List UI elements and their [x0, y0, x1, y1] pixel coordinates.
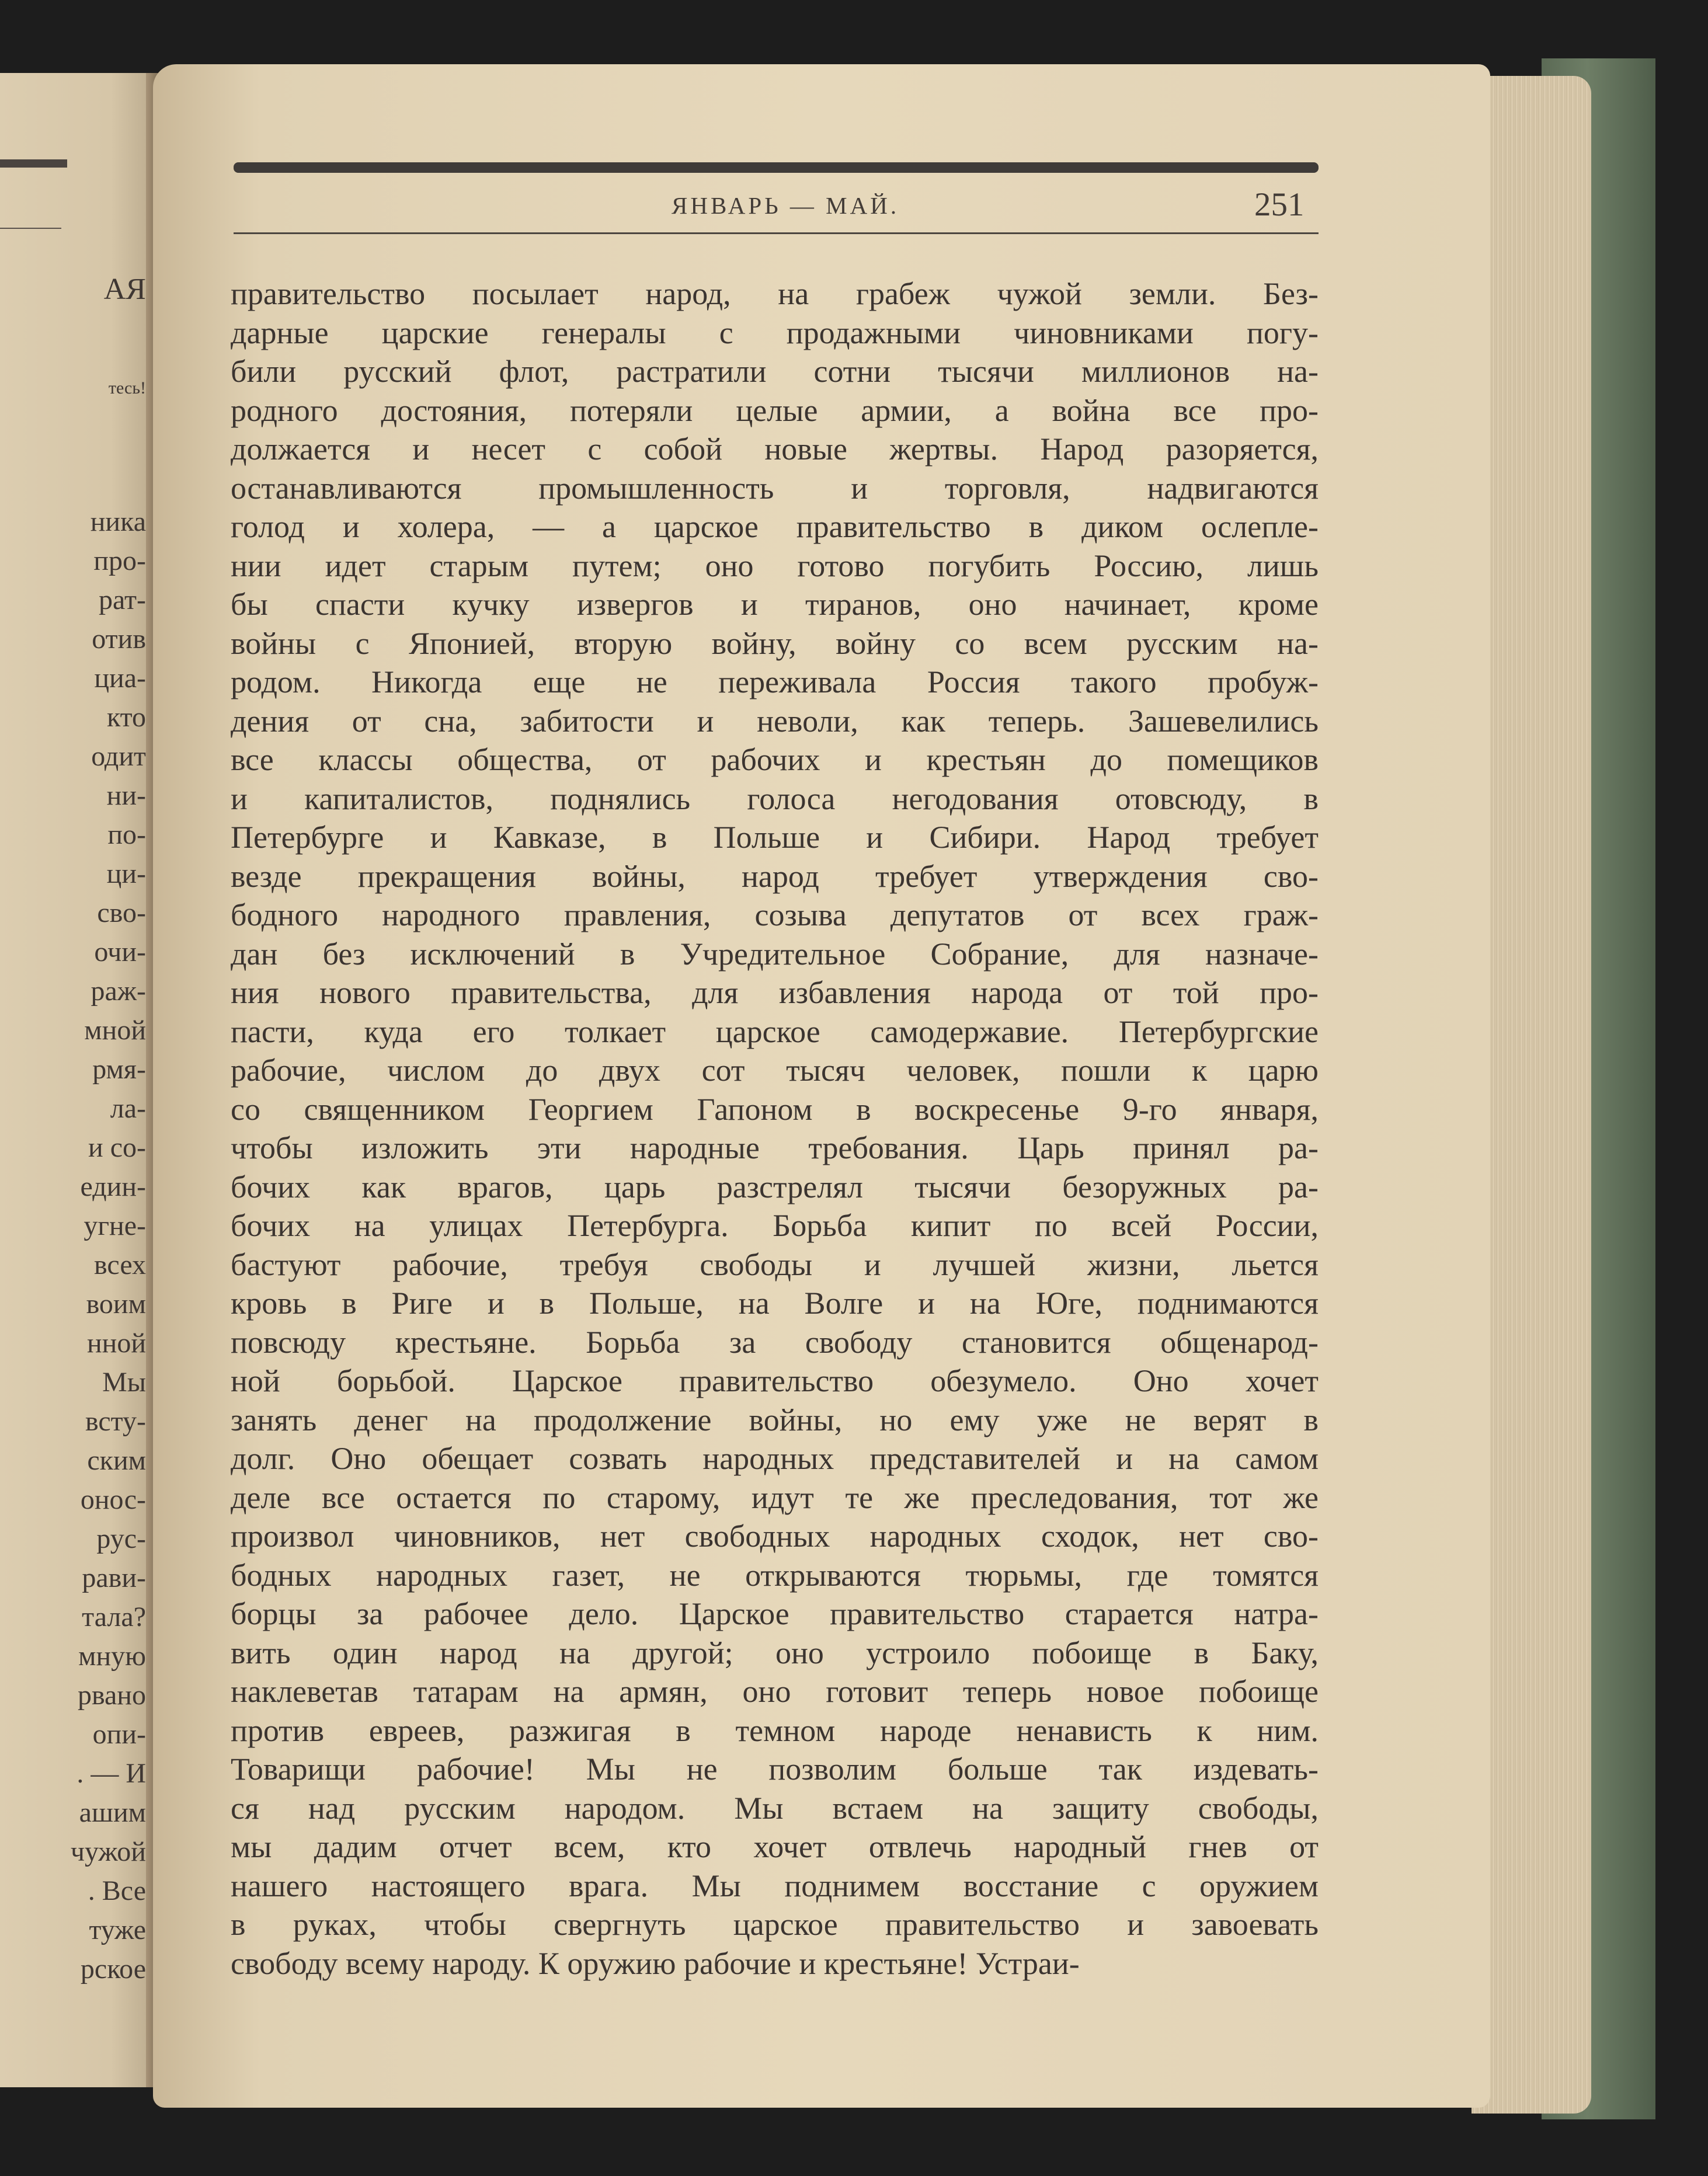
left-page-fragment: ашим — [79, 1797, 146, 1828]
text-line: долг. Оно обещает созвать народных представителей и на самом — [231, 1441, 1319, 1476]
left-page-fragment: угне- — [84, 1210, 146, 1241]
left-page-fragment: про- — [93, 545, 146, 576]
text-line: дарные царские генералы с продажными чиновниками погу- — [231, 315, 1319, 350]
left-page-fragment: нной — [86, 1328, 146, 1359]
left-page-fragment: очи- — [94, 936, 146, 967]
left-page-fragment: всту- — [85, 1406, 146, 1437]
left-page-fragment: . Все — [88, 1875, 146, 1906]
left-page-fragment: тала? — [82, 1601, 146, 1632]
left-page-fragment: рус- — [96, 1523, 146, 1554]
text-line: свободу всему народу. К оружию рабочие и крестьяне! Устраи- — [231, 1945, 1080, 1981]
header-thick-rule — [234, 162, 1319, 173]
left-header-line — [0, 228, 61, 229]
left-page-fragment: ника — [90, 506, 146, 537]
text-line: везде прекращения войны, народ требует утверждения сво- — [231, 858, 1319, 894]
text-line: должается и несет с собой новые жертвы. Народ разоряется, — [231, 431, 1319, 466]
left-page-fragment: туже — [89, 1914, 146, 1945]
text-line: бодных народных газет, не открываются тюрьмы, где томятся — [231, 1557, 1319, 1593]
left-page-fragment: одит — [91, 741, 146, 772]
left-page-fragment: рвано — [77, 1680, 146, 1711]
left-page-fragment: Мы — [102, 1367, 146, 1398]
left-page-fragment: воим — [86, 1289, 146, 1319]
text-line: в руках, чтобы свергнуть царское правительство и завоевать — [231, 1907, 1319, 1942]
left-header-rule — [0, 159, 67, 168]
text-line: Товарищи рабочие! Мы не позволим больше так издевать- — [231, 1752, 1319, 1787]
text-line: все классы общества, от рабочих и крестьян до помещиков — [231, 742, 1319, 777]
left-page-fragment: мной — [84, 1015, 146, 1046]
page-number: 251 — [1254, 186, 1305, 223]
left-page-fragment: отив — [92, 624, 146, 654]
text-line: ния нового правительства, для избавления народа от той про- — [231, 975, 1319, 1010]
left-page-fragment: . — И — [76, 1758, 146, 1789]
text-line: родом. Никогда еще не переживала Россия такого пробуж- — [231, 664, 1319, 699]
text-line: били русский флот, растратили сотни тысячи миллионов на- — [231, 354, 1319, 389]
text-line: со священником Георгием Гапоном в воскресенье 9-го января, — [231, 1091, 1319, 1127]
text-line: мы дадим отчет всем, кто хочет отвлечь народный гнев от — [231, 1829, 1319, 1864]
left-page-fragment: по- — [107, 819, 146, 850]
left-page-fragment: и со- — [88, 1132, 146, 1163]
left-page-fragment: ци- — [106, 858, 146, 889]
text-line: борцы за рабочее дело. Царское правительство старается натра- — [231, 1596, 1319, 1631]
text-line: занять денег на продолжение войны, но ему уже не верят в — [231, 1402, 1319, 1437]
text-line: дан без исключений в Учредительное Собрание, для назначе- — [231, 936, 1319, 972]
text-line: нашего настоящего врага. Мы поднимем восстание с оружием — [231, 1868, 1319, 1903]
text-line: против евреев, разжигая в темном народе ненависть к ним. — [231, 1712, 1319, 1748]
header-thin-rule — [234, 232, 1319, 234]
text-line: деле все остается по старому, идут те же преследования, тот же — [231, 1479, 1319, 1515]
left-page — [0, 73, 158, 2087]
text-line: пасти, куда его толкает царское самодержавие. Петербургские — [231, 1014, 1319, 1049]
left-page-fragment: раж- — [91, 976, 146, 1007]
text-line: повсюду крестьяне. Борьба за свободу становится общенарод- — [231, 1324, 1319, 1360]
text-line: бодного народного правления, созыва депутатов от всех граж- — [231, 897, 1319, 932]
text-line: нии идет старым путем; оно готово погубить Россию, лишь — [231, 548, 1319, 583]
left-page-fragment: циа- — [94, 663, 146, 694]
body-text — [231, 274, 1319, 1983]
text-line: бы спасти кучку извергов и тиранов, оно начинает, кроме — [231, 587, 1319, 622]
left-page-fragment: един- — [80, 1171, 146, 1202]
left-page-fragment: всех — [94, 1249, 146, 1280]
text-line: рабочие, числом до двух сот тысяч человек, пошли к царю — [231, 1053, 1319, 1088]
text-line: голод и холера, — а царское правительство в диком ослепле- — [231, 509, 1319, 544]
text-line: бастуют рабочие, требуя свободы и лучшей жизни, льется — [231, 1247, 1319, 1282]
text-line: останавливаются промышленность и торговля, надвигаются — [231, 470, 1319, 506]
text-line: наклеветав татарам на армян, оно готовит теперь новое побоище — [231, 1674, 1319, 1709]
left-page-fragment: ским — [87, 1445, 146, 1476]
running-head: ЯНВАРЬ — МАЙ. — [672, 192, 900, 219]
text-line: кровь в Риге и в Польше, на Волге и на Юге, поднимаются — [231, 1286, 1319, 1321]
text-line: ной борьбой. Царское правительство обезумело. Оно хочет — [231, 1363, 1319, 1398]
left-page-fragment: мную — [78, 1641, 146, 1672]
left-page-fragment: опи- — [92, 1719, 146, 1750]
text-line: вить один народ на другой; оно устроило побоище в Баку, — [231, 1635, 1319, 1670]
text-line: бочих на улицах Петербурга. Борьба кипит по всей России, — [231, 1208, 1319, 1243]
text-line: правительство посылает народ, на грабеж чужой земли. Без- — [231, 276, 1319, 311]
left-page-fragment: сво- — [97, 897, 146, 928]
left-page-fragment: ла- — [110, 1093, 146, 1124]
left-page-fragment: рави- — [82, 1562, 146, 1593]
left-page-fragment: рат- — [98, 584, 146, 615]
text-line: произвол чиновников, нет свободных народных сходок, нет сво- — [231, 1519, 1319, 1554]
left-page-fragment: АЯ — [103, 273, 146, 306]
text-line: и капиталистов, поднялись голоса негодования отовсюду, в — [231, 781, 1319, 816]
left-page-fragment: тесь! — [108, 378, 146, 398]
text-line: дения от сна, забитости и неволи, как теперь. Зашевелились — [231, 703, 1319, 739]
left-page-fragment: кто — [106, 702, 146, 733]
left-page-fragment: рское — [80, 1954, 146, 1984]
text-line: чтобы изложить эти народные требования. Царь принял ра- — [231, 1130, 1319, 1165]
left-page-fragment: онос- — [80, 1484, 146, 1515]
text-line: ся над русским народом. Мы встаем на защиту свободы, — [231, 1790, 1319, 1826]
text-line: родного достояния, потеряли целые армии, а война все про- — [231, 392, 1319, 428]
text-line: бочих как врагов, царь разстрелял тысячи безоружных ра- — [231, 1169, 1319, 1204]
left-page-fragment: чужой — [70, 1836, 146, 1867]
left-page-fragment: ни- — [106, 780, 146, 811]
text-line: Петербурге и Кавказе, в Польше и Сибири. Народ требует — [231, 820, 1319, 855]
left-page-fragment: рмя- — [92, 1054, 146, 1085]
text-line: войны с Японией, вторую войну, войну со всем русским на- — [231, 625, 1319, 661]
